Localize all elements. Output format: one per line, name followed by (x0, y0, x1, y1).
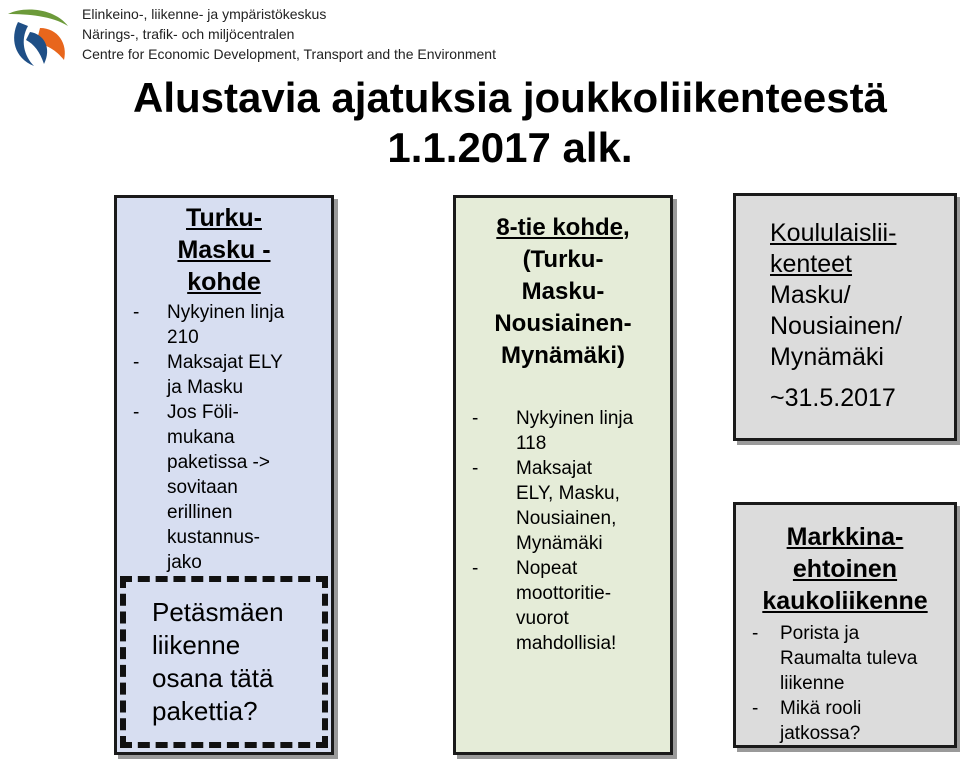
koululaisliikenteet-box (733, 193, 957, 441)
box4-list (736, 621, 954, 746)
page-title-line2: 1.1.2017 alk. (387, 124, 633, 171)
markkinaehtoinen-box (733, 502, 957, 748)
list-item: - Nykyinen linja 210 (117, 300, 331, 350)
list-item: - Porista ja Raumalta tuleva liikenne (736, 621, 954, 696)
box1-heading: Turku- Masku - kohde (177, 204, 271, 296)
box4-heading: Markkina- ehtoinen kaukoliikenne (762, 523, 928, 615)
list-item: - Jos Föli- mukana paketissa -> sovitaan erillinen kustannus- jako (117, 400, 331, 575)
org-name-fi: Elinkeino-, liikenne- ja ympäristökeskus (82, 6, 327, 22)
list-item: - Maksajat ELY, Masku, Nousiainen, Mynämäki (456, 456, 670, 556)
org-name-en: Centre for Economic Development, Transport and the Environment (82, 46, 496, 62)
box3-date: ~31.5.2017 (770, 384, 896, 412)
org-name-sv: Närings-, trafik- och miljöcentralen (82, 26, 295, 42)
box2-list (456, 406, 670, 656)
page-title-line1: Alustavia ajatuksia joukkoliikenteestä (133, 74, 887, 121)
box1-note: Petäsmäen liikenne osana tätä pakettia? (152, 597, 284, 726)
box3-content: Koululaislii- kenteet Masku/ Nousiainen/ Mynämäki ~31.5.2017 (770, 218, 954, 414)
list-item: - Nykyinen linja 118 (456, 406, 670, 456)
ely-logo-icon (4, 4, 74, 70)
list-item: - Nopeat moottoritie- vuorot mahdollisia! (456, 556, 670, 656)
list-item: - Maksajat ELY ja Masku (117, 350, 331, 400)
box2-heading: 8-tie kohde, (Turku- Masku- Nousiainen- Mynämäki) (494, 214, 632, 369)
box1-list (117, 300, 331, 575)
list-item: - Mikä rooli jatkossa? (736, 696, 954, 746)
8-tie-box (453, 195, 673, 755)
